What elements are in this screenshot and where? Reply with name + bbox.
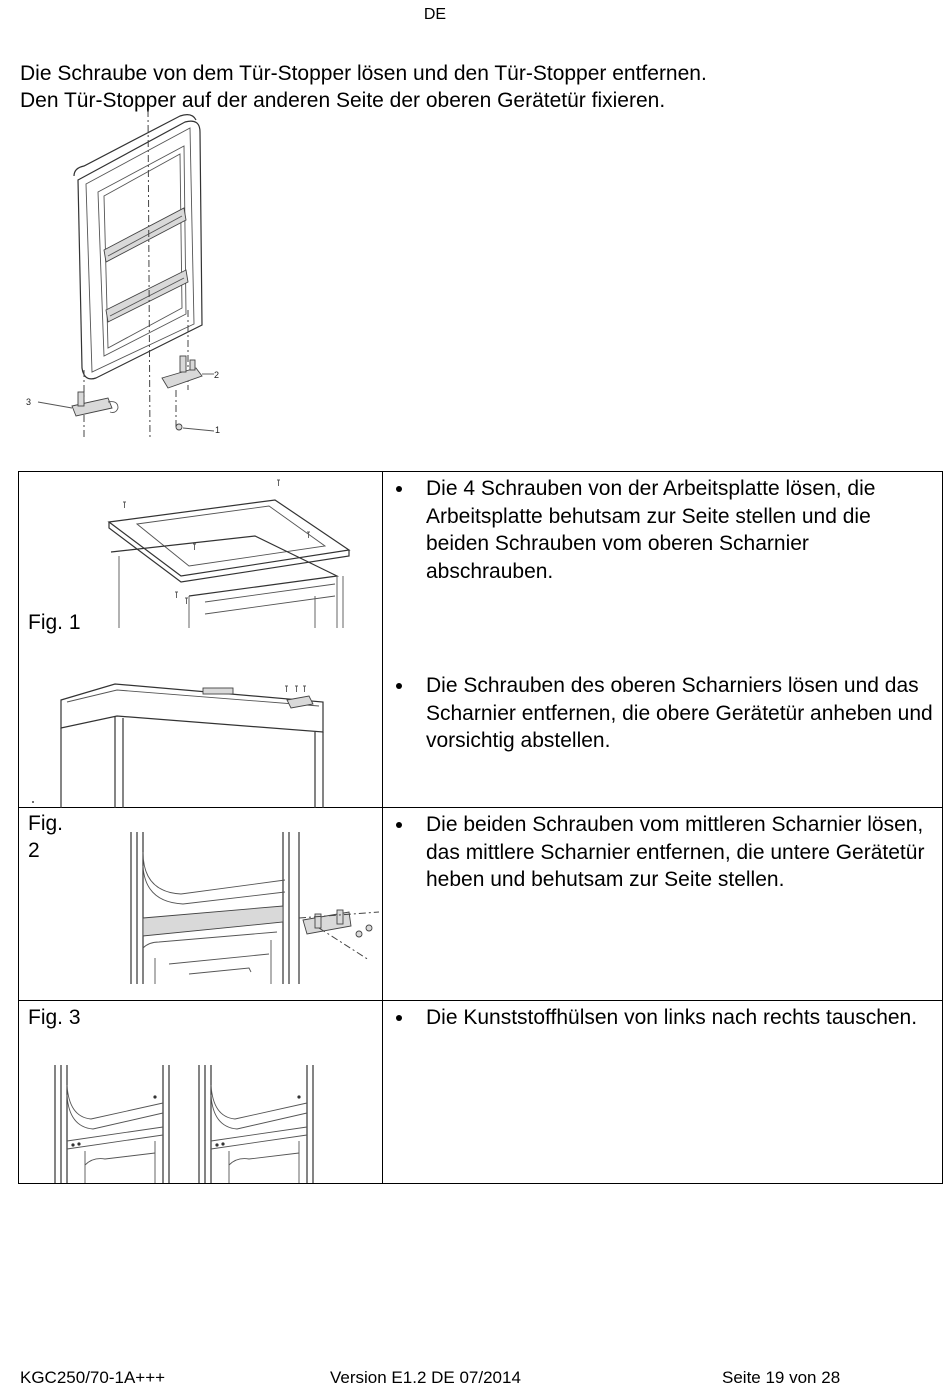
callout-1: 1	[215, 425, 221, 435]
step-list-3	[383, 808, 942, 894]
fig1-cell	[19, 472, 383, 808]
fig3-label: Fig. 3	[28, 1006, 81, 1029]
fig2-label-line2: 2	[28, 839, 40, 862]
sleeve-view-right	[199, 1065, 313, 1183]
fig2-cell	[19, 808, 383, 1001]
footer-version: Version E1.2 DE 07/2014	[330, 1368, 521, 1387]
worktop-removal-drawing	[19, 472, 382, 628]
step-list-4	[383, 1001, 942, 1032]
page-language-header: DE	[423, 6, 447, 23]
intro-text	[20, 60, 707, 114]
upper-hinge-drawing	[19, 672, 382, 808]
sleeve-view-left	[55, 1065, 169, 1183]
table-row	[19, 808, 943, 1001]
step-4-cell	[383, 1001, 943, 1184]
step-list-2	[383, 672, 942, 755]
plastic-sleeves-drawing	[19, 1001, 382, 1184]
instruction-table	[18, 471, 943, 1184]
footer-page-number: Seite 19 von 28	[722, 1368, 841, 1387]
fig2-label-line1: Fig.	[28, 812, 64, 835]
table-row	[19, 1001, 943, 1184]
intro-line-2: Den Tür-Stopper auf der anderen Seite der oberen Gerätetür fixieren.	[20, 89, 666, 112]
footer-model: KGC250/70-1A+++	[20, 1368, 166, 1387]
table-row	[19, 472, 943, 808]
middle-hinge-drawing	[19, 808, 382, 1001]
callout-2: 2	[214, 370, 220, 380]
door-stopper-drawing	[0, 110, 260, 450]
fig1-label: Fig. 1	[28, 611, 81, 634]
step-list-1	[383, 472, 942, 585]
step-1-2-cell	[383, 472, 943, 808]
step-3-cell	[383, 808, 943, 1001]
callout-3: 3	[26, 397, 32, 407]
fig3-cell	[19, 1001, 383, 1184]
step-1-text: Die 4 Schrauben von der Arbeitsplatte lösen, die Arbeitsplatte behutsam zur Seite stellen und die beiden Schrauben vom oberen Scharnier abschrauben.	[383, 475, 942, 585]
step-3-text: Die beiden Schrauben vom mittleren Scharnier lösen, das mittlere Scharnier entfernen, die untere Gerätetür heben und behutsam zur Seite stellen.	[383, 811, 942, 894]
step-2-text: Die Schrauben des oberen Scharniers lösen und das Scharnier entfernen, die obere Gerätetür anheben und vorsichtig abstellen.	[383, 672, 942, 755]
step-4-text: Die Kunststoffhülsen von links nach rechts tauschen.	[383, 1004, 942, 1032]
intro-line-1: Die Schraube von dem Tür-Stopper lösen und den Tür-Stopper entfernen.	[20, 62, 707, 85]
